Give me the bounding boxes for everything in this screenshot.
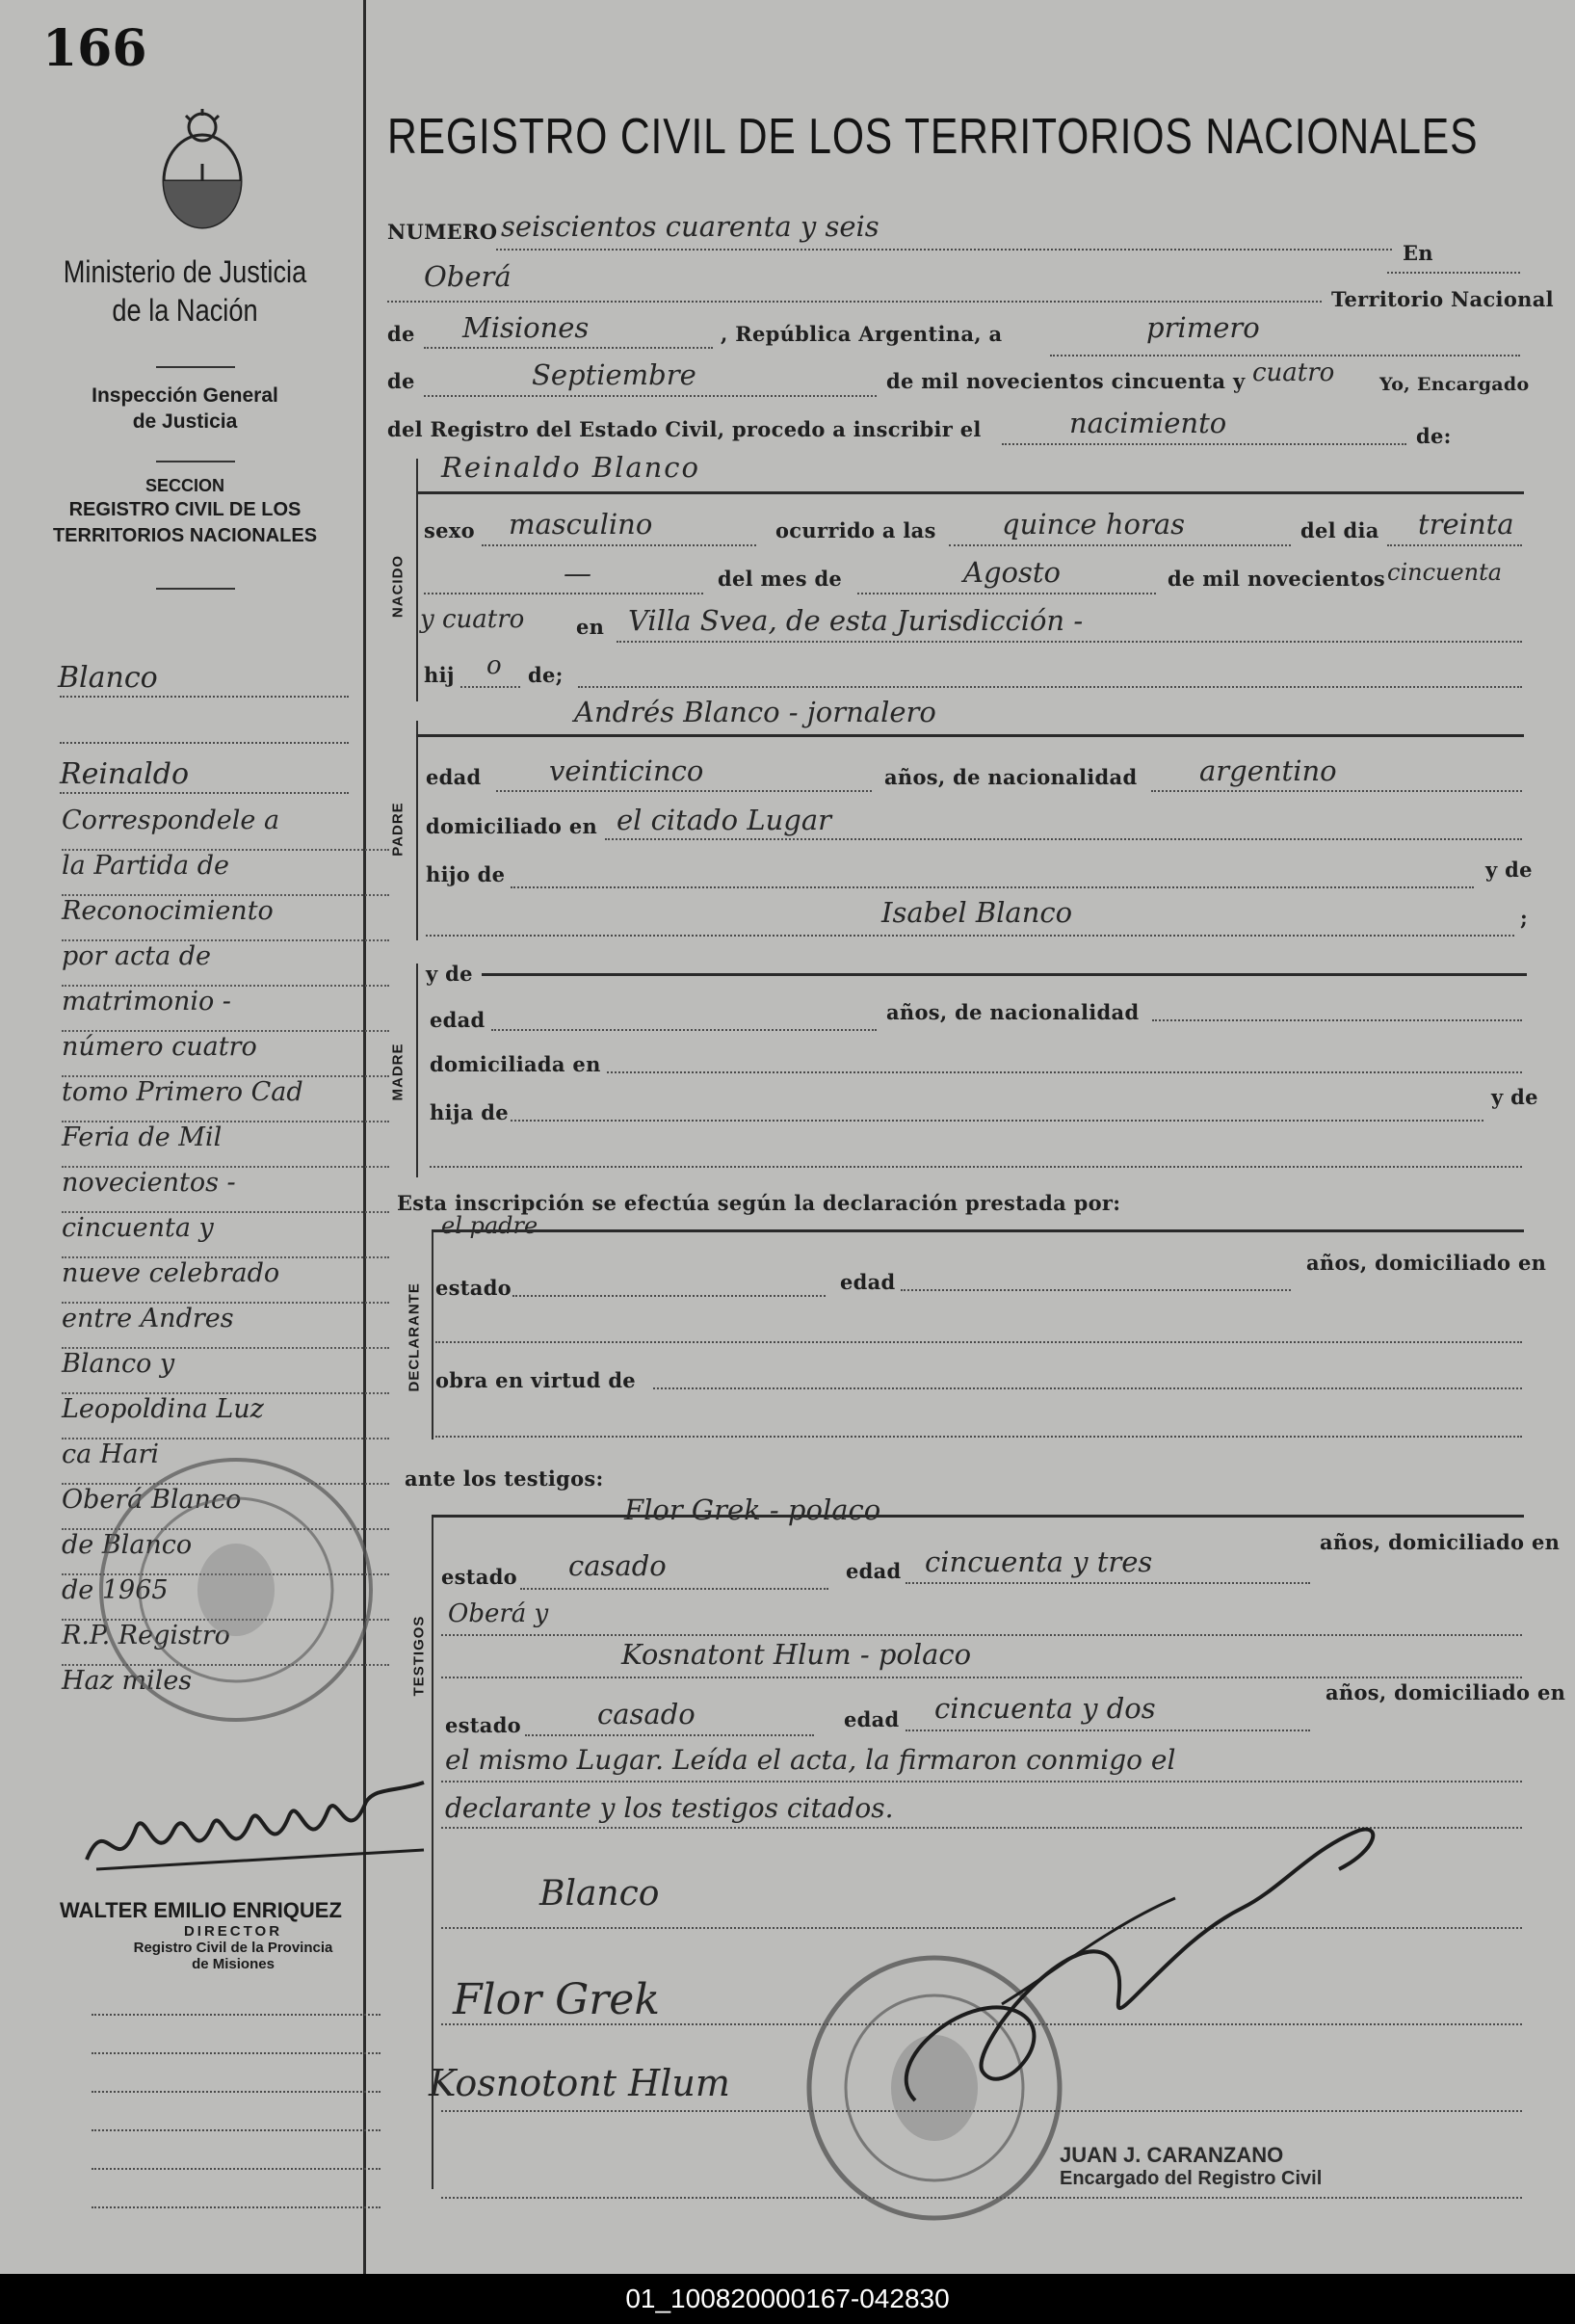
margin-rule [92, 2052, 381, 2054]
testigo-2-estado-line [525, 1734, 814, 1736]
numero-label: NUMERO [387, 220, 498, 244]
madre-yde-label: y de [426, 962, 473, 986]
nacido-de-line [578, 686, 1522, 688]
margin-rule [92, 2091, 381, 2093]
testigos-section-label: TESTIGOS [410, 1615, 428, 1697]
declarante-name: el padre [441, 1212, 538, 1239]
nacido-name-line [416, 491, 1524, 494]
madre-mother-line [430, 1166, 1522, 1168]
divider-2 [156, 461, 235, 462]
padre-section-label: PADRE [389, 802, 407, 857]
testigo-2-edad-value: cincuenta y dos [934, 1692, 1156, 1725]
ministry-line-1: Ministerio de Justicia [63, 254, 307, 289]
margin-note-line: Reconocimiento [62, 896, 389, 941]
madre-domicilio-line [607, 1071, 1522, 1073]
madre-bracket [416, 964, 418, 1177]
padre-hijo-line [511, 886, 1474, 888]
lugar-line [617, 641, 1522, 643]
inspection-heading [21, 383, 349, 436]
margin-note-line: matrimonio - [62, 987, 389, 1032]
en-label: En [1403, 241, 1433, 265]
testigo-1-anios-label: años, domiciliado en [1320, 1530, 1561, 1554]
del-mes-label: del mes de [718, 567, 843, 591]
director-org-line-1: Registro Civil de la Provincia [133, 1940, 333, 1956]
sexo-line [482, 544, 756, 546]
dia-line [1387, 544, 1522, 546]
margin-note-line: Feria de Mil [62, 1122, 389, 1168]
padre-anios-label: años, de nacionalidad [884, 765, 1138, 789]
declarante-domicilio-line [435, 1341, 1522, 1343]
testigo-2-estado-label: estado [445, 1713, 521, 1737]
hour-value: quince horas [1002, 508, 1185, 541]
margin-note-line: de Blanco [62, 1530, 389, 1575]
margin-note-line: por acta de [62, 941, 389, 987]
lugar-value: Villa Svea, de esta Jurisdicción - [628, 604, 1084, 637]
inspection-line-1: Inspección General [92, 384, 278, 407]
testigos-intro: ante los testigos: [405, 1466, 604, 1491]
padre-domicilio-line [605, 838, 1522, 840]
month-value: Septiembre [532, 358, 696, 391]
margin-rule [92, 2168, 381, 2170]
dia-value: treinta [1418, 508, 1514, 541]
mes-line [857, 593, 1156, 594]
testigo-1-domicilio-line [441, 1634, 1522, 1636]
mil-label: de mil novecientos [1168, 567, 1386, 591]
locality-line [387, 301, 1322, 303]
closing-line-1-rule [441, 1781, 1522, 1783]
margin-note-line: nueve celebrado [62, 1258, 389, 1304]
padre-name-line [416, 734, 1524, 737]
nacido-de-label: de; [528, 663, 564, 687]
territorio-label: Territorio Nacional [1331, 287, 1554, 311]
madre-anios-label: años, de nacionalidad [886, 1000, 1140, 1024]
padre-bracket [416, 721, 418, 940]
padre-mother-line [426, 935, 1514, 937]
padre-mother-value: Isabel Blanco [881, 896, 1073, 929]
sexo-label: sexo [424, 518, 475, 542]
page-title: REGISTRO CIVIL DE LOS TERRITORIOS NACIONALES [387, 109, 1479, 165]
director-org-line-2: de Misiones [192, 1956, 275, 1972]
nacido-name: Reinaldo Blanco [441, 451, 701, 484]
nacido-bracket [416, 459, 418, 701]
madre-nacionalidad-line [1152, 1019, 1522, 1021]
section-line-1: REGISTRO CIVIL DE LOS [68, 499, 302, 521]
margin-rule [60, 696, 349, 698]
section-heading [21, 474, 349, 549]
closing-line-2: declarante y los testigos citados. [445, 1792, 894, 1824]
testigo-1-edad-label: edad [846, 1559, 902, 1583]
year-value: cuatro [1252, 358, 1335, 387]
padre-hijo-label: hijo de [426, 862, 506, 886]
margin-rule [92, 2129, 381, 2131]
madre-name-line [482, 973, 1527, 976]
yo-label: Yo, Encargado [1379, 374, 1530, 395]
ocurrido-label: ocurrido a las [775, 518, 936, 542]
padre-yde-label: y de [1485, 858, 1533, 882]
margin-note-line: Correspondele a [62, 805, 389, 851]
padre-domicilio-value: el citado Lugar [617, 804, 832, 836]
madre-edad-label: edad [430, 1008, 486, 1032]
ministry-heading [46, 252, 325, 330]
mes-value: Agosto [963, 556, 1061, 589]
year-label: de mil novecientos cincuenta y [886, 369, 1246, 393]
margin-rule [60, 742, 349, 744]
dash-line [424, 593, 703, 594]
officer-title: Encargado del Registro Civil [1060, 2168, 1323, 2189]
nacido-section-label: NACIDO [389, 554, 407, 619]
testigo-1-name: Flor Grek - polaco [624, 1493, 881, 1526]
madre-yde-label-2: y de [1491, 1085, 1538, 1109]
declarante-obra-line [653, 1387, 1522, 1389]
territory-line [424, 347, 713, 349]
testigo-2-anios-label: años, domiciliado en [1326, 1680, 1566, 1704]
madre-hija-label: hija de [430, 1100, 509, 1124]
margin-rule [92, 2014, 381, 2016]
testigo-2-name-line [441, 1677, 1522, 1678]
coat-of-arms-icon [154, 106, 250, 236]
section-label: SECCION [144, 476, 224, 495]
director-name: WALTER EMILIO ENRIQUEZ [60, 1898, 342, 1922]
signature-2: Flor Grek [453, 1975, 660, 2024]
director-title: DIRECTOR [183, 1923, 283, 1940]
margin-note-line: Leopoldina Luz [62, 1394, 389, 1439]
anio-value-2: y cuatro [420, 605, 525, 634]
signature-3: Kosnotont Hlum [429, 2062, 730, 2104]
margin-note-line: R.P. Registro [62, 1621, 389, 1666]
declarante-section-label: DECLARANTE [406, 1282, 423, 1392]
padre-nacionalidad-line [1151, 790, 1522, 792]
margin-rule [60, 792, 349, 794]
madre-edad-line [491, 1029, 877, 1031]
declarante-name-line [432, 1229, 1524, 1232]
ministry-line-2: de la Nación [112, 293, 258, 328]
testigo-2-name: Kosnatont Hlum - polaco [621, 1638, 972, 1671]
madre-domicilio-label: domiciliada en [430, 1052, 601, 1076]
officer-name: JUAN J. CARANZANO [1060, 2143, 1284, 2167]
testigo-1-edad-line [906, 1582, 1310, 1584]
margin-note-line: entre Andres [62, 1304, 389, 1349]
padre-edad-label: edad [426, 765, 482, 789]
margin-seal-stamp [92, 1450, 381, 1730]
margin-note-line: novecientos - [62, 1168, 389, 1213]
testigo-1-estado-value: casado [568, 1549, 667, 1582]
padre-edad-value: veinticinco [549, 754, 704, 787]
declarante-bracket [432, 1229, 433, 1439]
padre-semicolon: ; [1520, 906, 1529, 930]
folio-number: 166 [42, 19, 147, 78]
margin-rule [92, 2206, 381, 2208]
de-label-2: de [387, 369, 415, 393]
month-line [424, 395, 877, 397]
margin-note-line: de 1965 [62, 1575, 389, 1621]
divider-3 [156, 588, 235, 590]
madre-hija-line [511, 1120, 1483, 1122]
section-line-2: TERRITORIOS NACIONALES [52, 525, 318, 547]
director-stamp [60, 1898, 407, 1972]
declarante-edad-line [901, 1289, 1291, 1291]
declarante-obra-label: obra en virtud de [435, 1368, 636, 1392]
declarante-estado-line [512, 1295, 826, 1297]
day-line [1050, 355, 1520, 357]
act-line [1002, 443, 1406, 445]
territory-value: Misiones [462, 311, 590, 344]
margin-note-line: ca Hari [62, 1439, 389, 1485]
nacido-en-label: en [576, 615, 605, 639]
padre-domicilio-label: domiciliado en [426, 814, 598, 838]
locality-value: Oberá [424, 260, 512, 293]
numero-value: seiscientos cuarenta y seis [501, 210, 879, 243]
footer-code: 01_100820000167-042830 [625, 2284, 950, 2313]
republica-label: , República Argentina, a [721, 322, 1003, 346]
testigo-1-edad-value: cincuenta y tres [925, 1545, 1153, 1578]
hij-label: hij [424, 663, 455, 687]
margin-surname: Blanco [58, 661, 158, 695]
registro-label: del Registro del Estado Civil, procedo a inscribir el [387, 417, 982, 441]
day-value: primero [1146, 311, 1260, 344]
hij-value: o [486, 651, 502, 680]
padre-name: Andrés Blanco - jornalero [574, 696, 936, 728]
margin-note-line: tomo Primero Cad [62, 1077, 389, 1122]
declarante-edad-label: edad [840, 1270, 896, 1294]
madre-section-label: MADRE [389, 1043, 407, 1101]
margin-note-line: cincuenta y [62, 1213, 389, 1258]
margin-note-line: Blanco y [62, 1349, 389, 1394]
officer-signature [857, 1811, 1397, 2129]
testigo-1-estado-line [520, 1588, 828, 1590]
hij-line [460, 686, 520, 688]
declarante-extra-line [435, 1436, 1522, 1438]
numero-line [496, 249, 1392, 251]
officer-stamp [1060, 2143, 1322, 2190]
declarante-intro: Esta inscripción se efectúa según la declaración prestada por: [397, 1191, 1121, 1215]
testigo-2-edad-label: edad [844, 1707, 900, 1731]
dash-value: — [564, 557, 591, 590]
act-value: nacimiento [1069, 407, 1227, 439]
hour-line [949, 544, 1291, 546]
sexo-value: masculino [509, 508, 653, 541]
margin-note-line: la Partida de [62, 851, 389, 896]
margin-note-line: Oberá Blanco [62, 1485, 389, 1530]
margin-note-line: Haz miles [62, 1666, 193, 1696]
signature-1: Blanco [539, 1874, 660, 1914]
testigo-1-estado-label: estado [441, 1565, 517, 1589]
anio-value-1: cincuenta [1387, 559, 1503, 586]
margin-note-line: número cuatro [62, 1032, 389, 1077]
padre-nacionalidad-value: argentino [1199, 754, 1337, 787]
margin-given-name: Reinaldo [60, 757, 190, 791]
locality-line-right [1387, 272, 1520, 274]
testigo-2-edad-line [906, 1730, 1310, 1731]
divider-1 [156, 366, 235, 368]
declarante-anios-label: años, domiciliado en [1306, 1251, 1547, 1275]
testigo-1-name-line [432, 1515, 1524, 1518]
del-dia-label: del dia [1300, 518, 1379, 542]
closing-line-1: el mismo Lugar. Leída el acta, la firmaron conmigo el [445, 1744, 1176, 1776]
declarante-estado-label: estado [435, 1276, 512, 1300]
director-signature [77, 1754, 443, 1898]
padre-edad-line [496, 790, 872, 792]
footer-bar [0, 2274, 1575, 2324]
de-label-1: de [387, 322, 415, 346]
de-colon: de: [1416, 424, 1452, 448]
testigo-2-estado-value: casado [597, 1698, 696, 1730]
testigo-1-domicilio: Oberá y [448, 1599, 549, 1628]
inspection-line-2: de Justicia [132, 410, 238, 434]
